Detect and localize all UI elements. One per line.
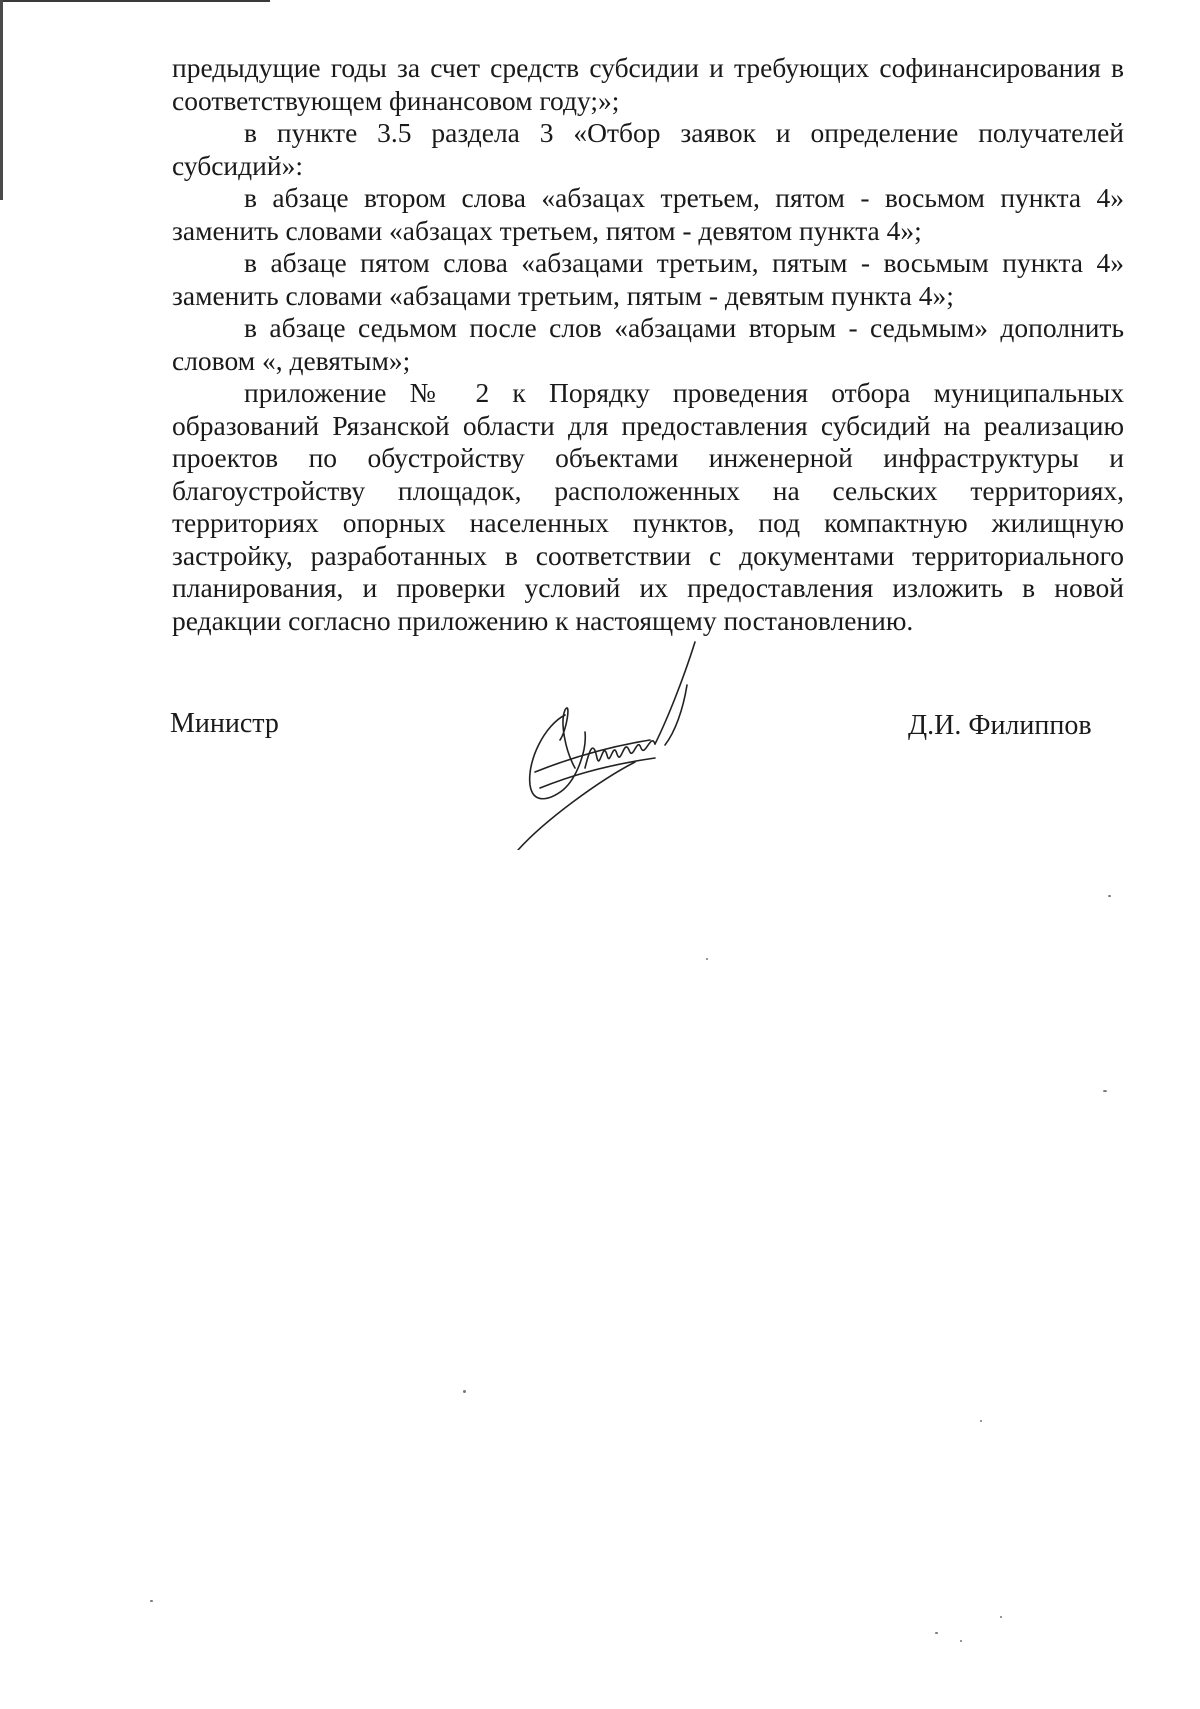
scan-speck xyxy=(1103,1090,1107,1092)
scan-speck xyxy=(960,1640,962,1642)
scan-speck xyxy=(935,1632,938,1634)
paragraph-2: в пункте 3.5 раздела 3 «Отбор заявок и определение получателей субсидий»: xyxy=(172,117,1124,181)
signature-block xyxy=(0,700,1200,860)
paragraph-4: в абзаце пятом слова «абзацами третьим, пятым - восьмым пункта 4» заменить словами «абзацами третьим, пятым - девятым пункта 4»; xyxy=(172,247,1124,311)
paragraph-3: в абзаце втором слова «абзацах третьем, пятом - восьмом пункта 4» заменить словами «абзацах третьем, пятом - девятом пункта 4»; xyxy=(172,182,1124,246)
scan-edge-top xyxy=(0,0,270,2)
signer-name: Д.И. Филиппов xyxy=(908,710,1092,741)
scan-speck xyxy=(706,958,708,960)
handwritten-signature xyxy=(505,640,735,850)
scan-edge-left xyxy=(0,0,3,200)
paragraph-5: в абзаце седьмом после слов «абзацами вторым - седьмым» дополнить словом «, девятым»; xyxy=(172,312,1124,376)
paragraph-6: приложение № 2 к Порядку проведения отбора муниципальных образований Рязанской области для предоставления субсидий на реализацию проектов по обустройству объектами инженерной инфраструктуры и благоустройству площадок, расположенных на сельских территориях, территориях опорных населенных пунктов, под компактную жилищную застройку, разработанных в соответствии с документами территориального планирования, и проверки условий их предоставления изложить в новой редакции согласно приложению к настоящему постановлению. xyxy=(172,377,1124,636)
scan-speck xyxy=(980,1420,982,1422)
scan-speck xyxy=(1108,895,1111,897)
document-body xyxy=(172,52,1124,637)
scan-speck xyxy=(150,1600,153,1602)
scan-speck xyxy=(1000,1616,1002,1618)
position-title: Министр xyxy=(170,708,279,739)
paragraph-1: предыдущие годы за счет средств субсидии и требующих софинансирования в соответствующем финансовом году;»; xyxy=(172,52,1124,116)
scan-speck xyxy=(463,1390,466,1393)
